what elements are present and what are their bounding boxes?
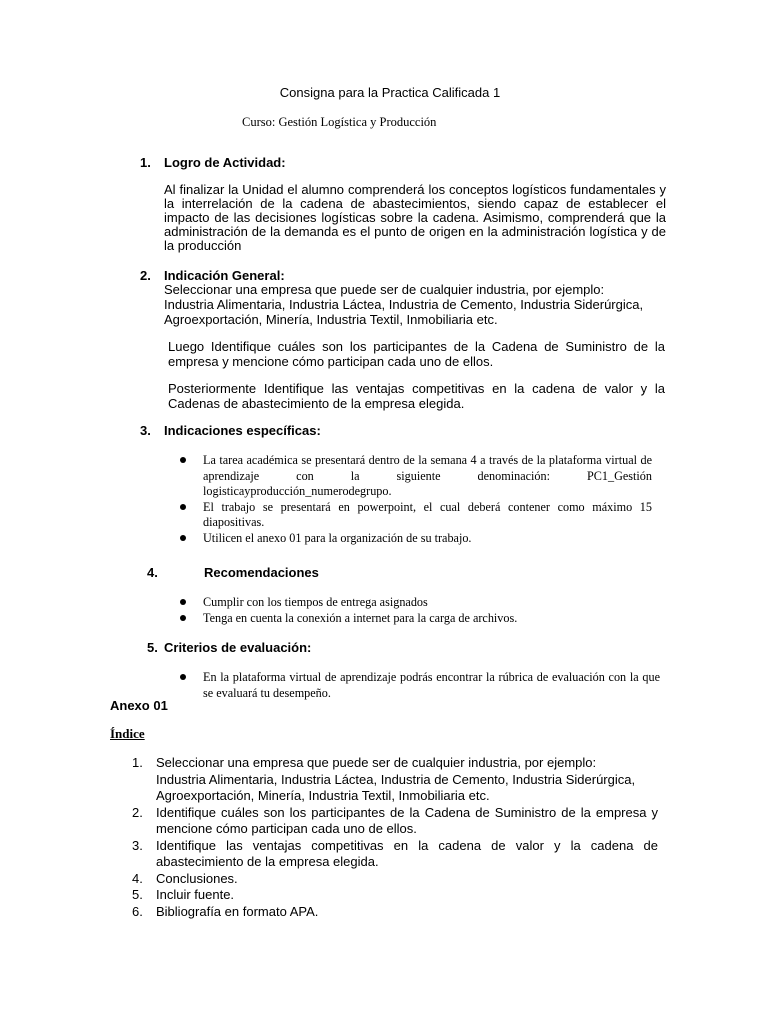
- list-item: En la plataforma virtual de aprendizaje podrás encontrar la rúbrica de evaluación con la que se evaluará tu desempeño.: [178, 670, 660, 701]
- list-item: [110, 904, 658, 921]
- section-heading-text: Indicación General:: [164, 268, 285, 283]
- item-number: 2.: [132, 804, 143, 820]
- annex-title: Anexo 01: [110, 698, 168, 713]
- list-item: [110, 805, 658, 838]
- annex-index-list: [110, 755, 658, 920]
- list-item: [110, 871, 658, 888]
- section-3-heading: [140, 423, 321, 438]
- section-heading-text: Criterios de evaluación:: [164, 640, 312, 655]
- section-2-paragraph-2: Luego Identifique cuáles son los participantes de la Cadena de Suministro de la empresa y mencione cómo participan cada uno de ellos.: [168, 339, 665, 369]
- section-heading-text: Logro de Actividad:: [164, 155, 286, 170]
- page-title: Consigna para la Practica Calificada 1: [279, 85, 501, 100]
- item-number: 5.: [132, 887, 143, 902]
- list-item: Tenga en cuenta la conexión a internet para la carga de archivos.: [178, 611, 652, 627]
- section-4-bullet-list: [178, 595, 652, 626]
- section-heading-text: Indicaciones específicas:: [164, 423, 321, 438]
- list-item: Cumplir con los tiempos de entrega asignados: [178, 595, 652, 611]
- list-item: [110, 838, 658, 871]
- item-line: Industria Alimentaria, Industria Láctea, Industria de Cemento, Industria Siderúrgica,: [156, 771, 636, 787]
- intro-line: Seleccionar una empresa que puede ser de cualquier industria, por ejemplo:: [164, 282, 605, 297]
- section-heading-text: Recomendaciones: [204, 565, 319, 580]
- intro-line: Agroexportación, Minería, Industria Textil, Inmobiliaria etc.: [164, 312, 498, 327]
- section-number: 3.: [140, 423, 151, 438]
- section-2-heading: [140, 268, 285, 283]
- section-number: 5.: [147, 640, 158, 655]
- item-line: Agroexportación, Minería, Industria Textil, Inmobiliaria etc.: [156, 788, 490, 803]
- section-2-intro: [164, 282, 669, 327]
- list-item: [110, 755, 658, 805]
- intro-line: Industria Alimentaria, Industria Láctea, Industria de Cemento, Industria Siderúrgica,: [164, 297, 644, 312]
- section-number: 1.: [140, 155, 151, 170]
- item-text: Identifique cuáles son los participantes de la Cadena de Suministro de la empresa y mencione cómo participan cada uno de ellos.: [156, 804, 658, 836]
- item-number: 4.: [132, 870, 143, 886]
- section-number: 2.: [140, 268, 151, 283]
- item-text: Bibliografía en formato APA.: [156, 903, 319, 919]
- section-3-bullet-list: [178, 453, 652, 546]
- item-text: Incluir fuente.: [156, 887, 235, 902]
- index-title: Índice: [110, 726, 145, 741]
- list-item: [110, 887, 658, 904]
- list-item: El trabajo se presentará en powerpoint, el cual deberá contener como máximo 15 diapositivas.: [178, 500, 652, 531]
- section-5-heading: [147, 640, 311, 655]
- course-subtitle: Curso: Gestión Logística y Producción: [242, 115, 437, 129]
- section-4-heading: [147, 565, 319, 580]
- item-number: 3.: [132, 837, 143, 853]
- item-line: Seleccionar una empresa que puede ser de cualquier industria, por ejemplo:: [156, 755, 597, 770]
- list-item: La tarea académica se presentará dentro de la semana 4 a través de la plataforma virtual de aprendizaje con la siguiente denominación: PC1_Gestión logisticayproducción_numerodegrupo.: [178, 453, 652, 500]
- section-1-heading: [140, 155, 286, 170]
- list-item: Utilicen el anexo 01 para la organización de su trabajo.: [178, 531, 652, 547]
- section-number: 4.: [147, 565, 158, 580]
- item-text: Conclusiones.: [156, 870, 238, 886]
- item-number: 6.: [132, 903, 143, 919]
- section-5-bullet-list: [178, 670, 660, 701]
- item-text: Identifique las ventajas competitivas en la cadena de valor y la cadena de abastecimiento de la empresa elegida.: [156, 837, 658, 869]
- section-2-paragraph-3: Posteriormente Identifique las ventajas competitivas en la cadena de valor y la Cadenas de abastecimiento de la empresa elegida.: [168, 381, 665, 411]
- item-number: 1.: [132, 755, 143, 770]
- section-1-paragraph: Al finalizar la Unidad el alumno comprenderá los conceptos logísticos fundamentales y la interrelación de la cadena de abastecimientos, siendo capaz de establecer el impacto de las decisiones logísticas sobre la cadena. Asimismo, comprenderá que la administración de la demanda es el punto de origen en la administración logística y de la producción: [164, 182, 666, 253]
